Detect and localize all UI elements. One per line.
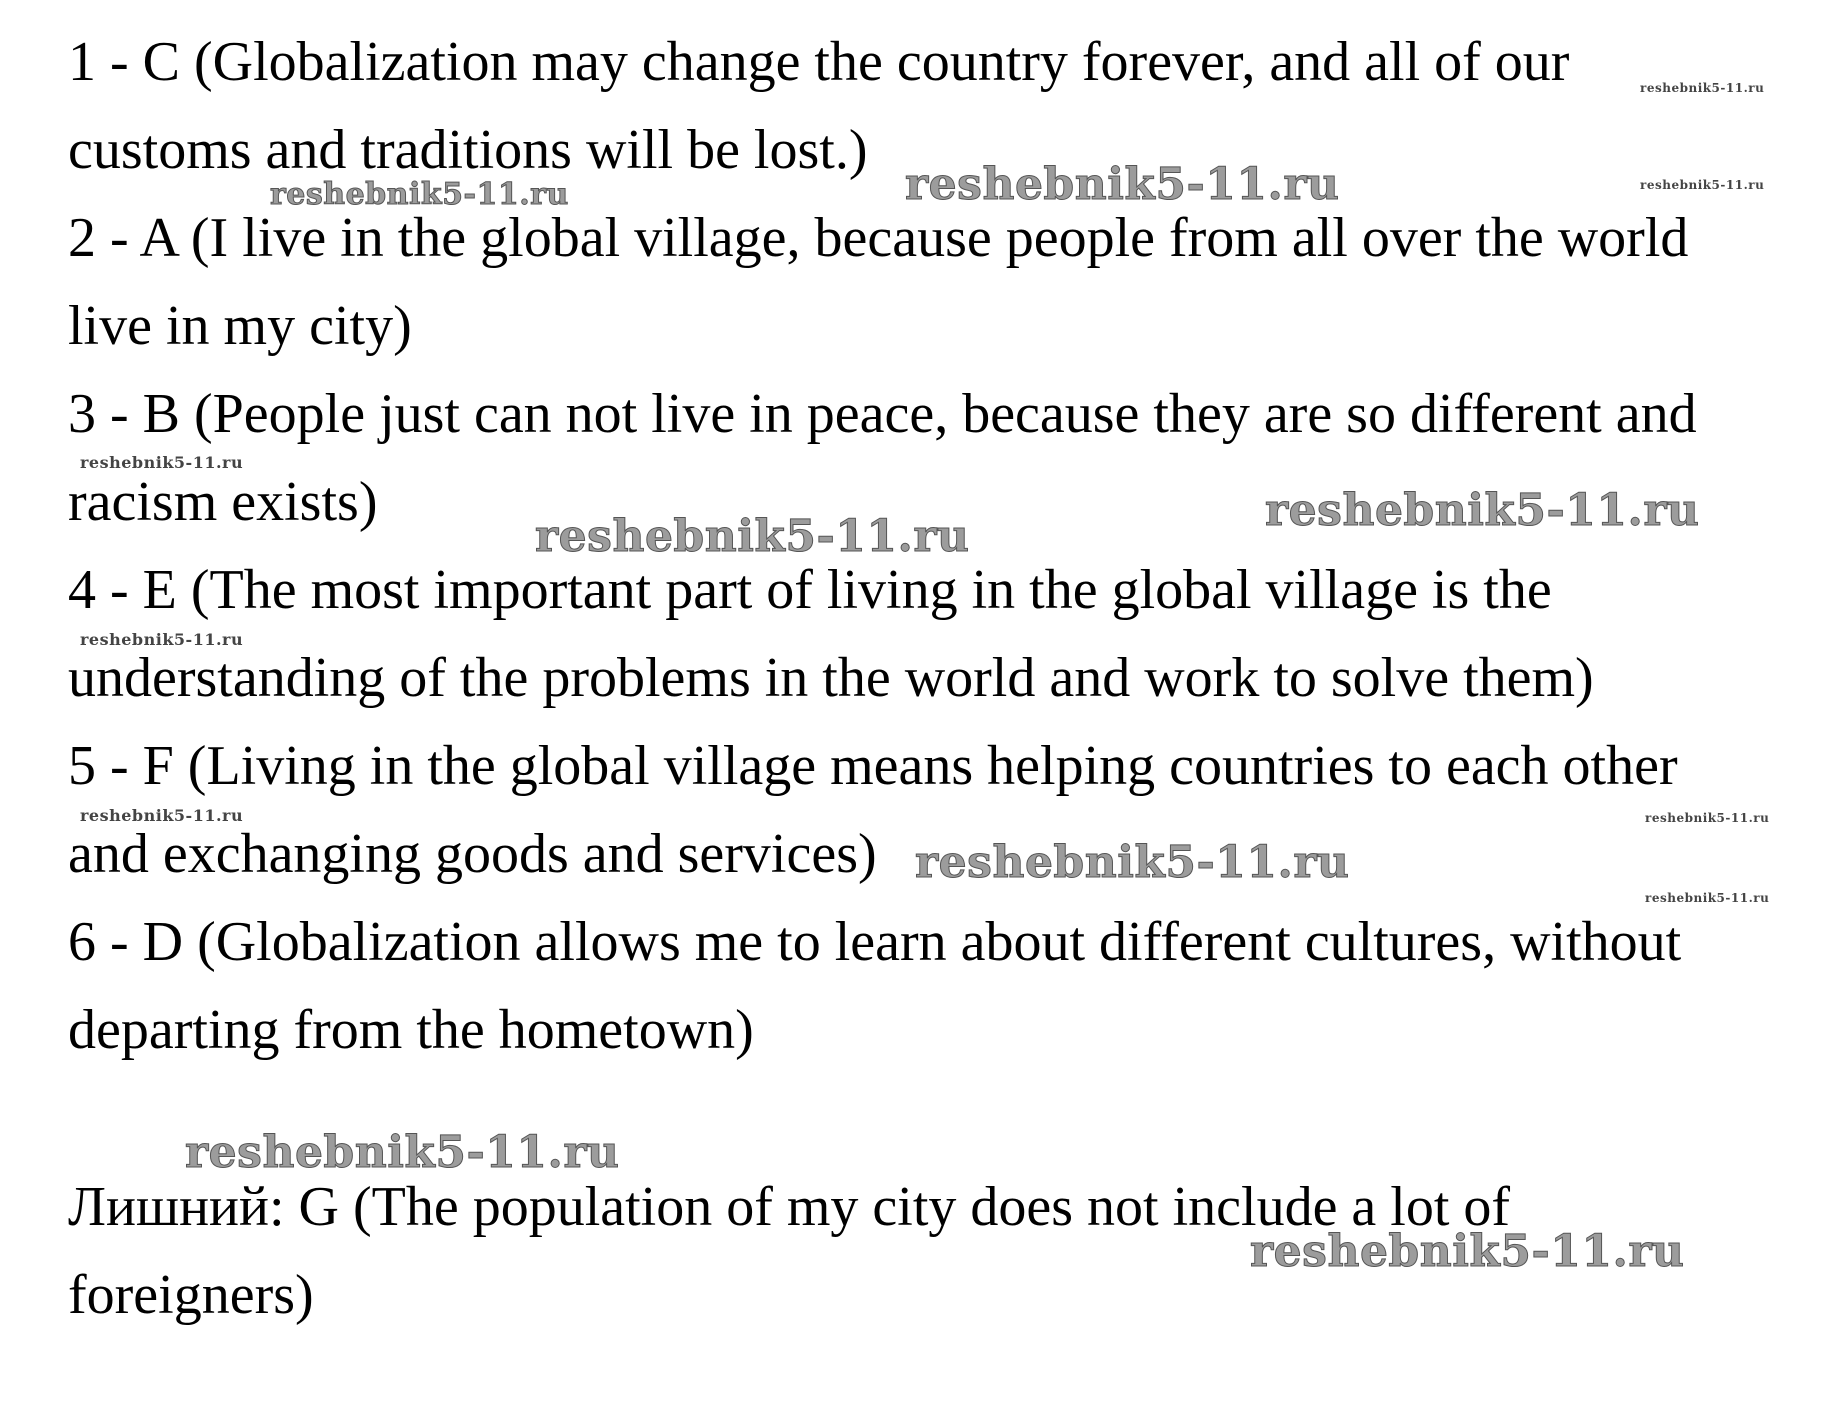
answer-4-line-1: 4 - E (The most important part of living in the global village is the [68, 559, 1552, 621]
watermark: reshebnik5-11.ru [1265, 485, 1700, 536]
answer-6-line-2: departing from the hometown) [68, 999, 754, 1061]
answer-3-line-1: 3 - B (People just can not live in peace, because they are so different and [68, 383, 1697, 445]
answer-1-line-1: 1 - C (Globalization may change the country forever, and all of our [68, 31, 1570, 93]
extra-answer-line-1: Лишний: G (The population of my city does not include a lot of [68, 1176, 1511, 1238]
watermark: reshebnik5-11.ru [1640, 178, 1765, 192]
extra-answer-line-2: foreigners) [68, 1264, 314, 1326]
watermark: reshebnik5-11.ru [80, 806, 244, 825]
watermark: reshebnik5-11.ru [270, 177, 569, 212]
answer-3-line-2: racism exists) [68, 471, 378, 533]
watermark: reshebnik5-11.ru [1640, 81, 1765, 95]
answer-5-line-1: 5 - F (Living in the global village means helping countries to each other [68, 735, 1678, 797]
answer-1-line-2: customs and traditions will be lost.) [68, 119, 868, 181]
watermark: reshebnik5-11.ru [1250, 1226, 1685, 1277]
watermark: reshebnik5-11.ru [185, 1127, 620, 1178]
answer-4-line-2: understanding of the problems in the world and work to solve them) [68, 647, 1594, 709]
watermark: reshebnik5-11.ru [905, 159, 1340, 210]
watermark: reshebnik5-11.ru [535, 511, 970, 562]
watermark: reshebnik5-11.ru [80, 453, 244, 472]
watermark: reshebnik5-11.ru [1645, 891, 1770, 905]
answer-2-line-2: live in my city) [68, 295, 412, 357]
answer-2-line-1: 2 - A (I live in the global village, because people from all over the world [68, 207, 1689, 269]
answer-5-line-2: and exchanging goods and services) [68, 823, 877, 885]
answer-6-line-1: 6 - D (Globalization allows me to learn about different cultures, without [68, 911, 1682, 973]
watermark: reshebnik5-11.ru [80, 630, 244, 649]
watermark: reshebnik5-11.ru [915, 837, 1350, 888]
watermark: reshebnik5-11.ru [1645, 811, 1770, 825]
